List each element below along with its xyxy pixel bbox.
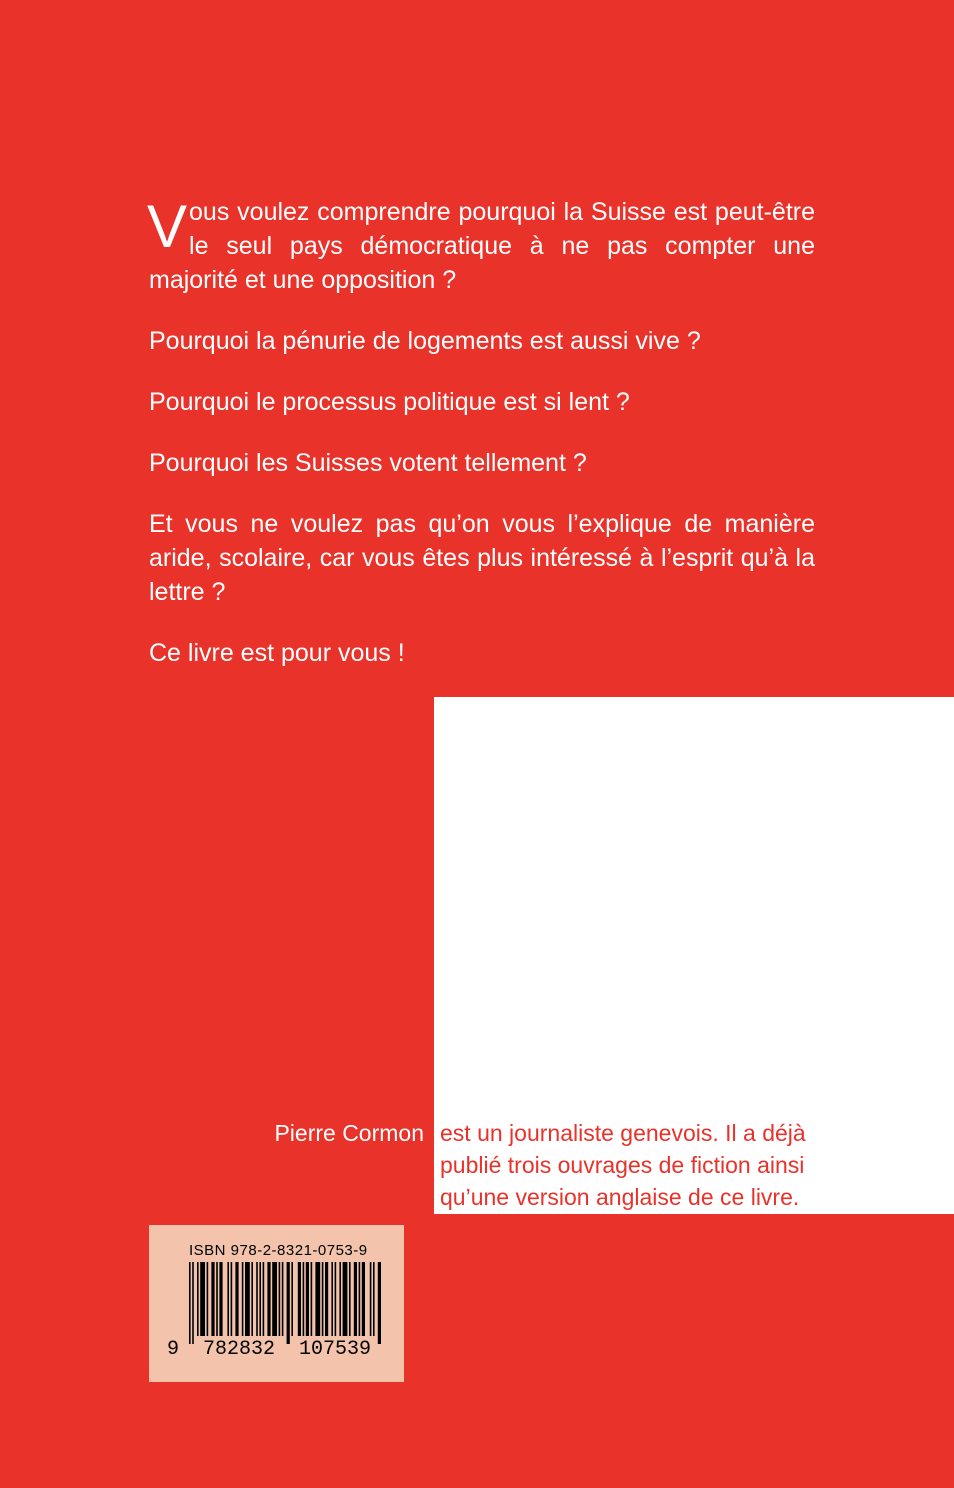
back-cover-blurb — [149, 195, 815, 697]
barcode-bar — [287, 1262, 290, 1344]
barcode-bar — [359, 1262, 361, 1336]
barcode-bar — [263, 1262, 265, 1336]
barcode-bar — [282, 1262, 284, 1336]
barcode-bar — [219, 1262, 222, 1336]
barcode-bars — [189, 1262, 385, 1344]
blurb-paragraph-1: Vous voulez comprendre pourquoi la Suisse est peut-être le seul pays démocratique à ne pas compter une majorité et une opposition ? — [147, 193, 815, 294]
isbn-barcode — [149, 1225, 404, 1382]
blurb-paragraph-4: Pourquoi les Suisses votent tellement ? — [149, 449, 587, 477]
barcode-bar — [256, 1262, 258, 1336]
barcode-bar — [325, 1262, 328, 1336]
blurb-paragraph-5: Et vous ne voulez pas qu’on vous l’explique de manière aride, scolaire, car vous êtes plus intéressé à l’esprit qu’à la lettre ? — [149, 510, 815, 606]
barcode-bar — [245, 1262, 250, 1336]
barcode-bar — [331, 1262, 333, 1336]
barcode-bar — [267, 1262, 270, 1336]
barcode-bar — [227, 1262, 229, 1336]
barcode-bar — [279, 1262, 281, 1336]
barcode-bar — [339, 1262, 341, 1336]
barcode-bar — [349, 1262, 351, 1336]
barcode-bar — [211, 1262, 214, 1336]
drop-cap: V — [147, 193, 188, 260]
barcode-digits: 9 782832 107539 — [167, 1338, 372, 1361]
barcode-bar — [235, 1262, 238, 1336]
barcode-bar — [306, 1262, 309, 1336]
author-bio: est un journaliste genevois. Il a déjà publié trois ouvrages de fiction ainsi qu’une version anglaise de ce livre. — [440, 1120, 806, 1210]
barcode-bar — [373, 1262, 375, 1336]
barcode-bar — [251, 1262, 253, 1336]
blurb-paragraph-6: Ce livre est pour vous ! — [149, 639, 405, 667]
barcode-bar — [298, 1262, 301, 1336]
barcode-bar — [378, 1262, 381, 1344]
barcode-bar — [192, 1262, 194, 1344]
barcode-bar — [335, 1262, 337, 1336]
barcode-bar — [291, 1262, 293, 1336]
barcode-bar — [370, 1262, 372, 1336]
barcode-bar — [189, 1262, 191, 1344]
barcode-bar — [354, 1262, 357, 1336]
barcode-bar — [200, 1262, 205, 1336]
barcode-bar — [242, 1262, 244, 1336]
barcode-bar — [303, 1262, 305, 1336]
blurb-paragraph-2: Pourquoi la pénurie de logements est aussi vive ? — [149, 327, 701, 355]
barcode-bar — [362, 1262, 365, 1336]
blurb-paragraph-3: Pourquoi le processus politique est si lent ? — [149, 388, 630, 416]
barcode-bar — [343, 1262, 348, 1336]
barcode-bar — [207, 1262, 209, 1336]
barcode-bar — [315, 1262, 320, 1336]
author-name: Pierre Cormon — [274, 1120, 424, 1146]
barcode-bar — [231, 1262, 233, 1336]
barcode-bar — [259, 1262, 261, 1336]
barcode-bar — [272, 1262, 277, 1336]
barcode-bar — [322, 1262, 324, 1336]
barcode-bar — [311, 1262, 313, 1336]
isbn-label: ISBN 978-2-8321-0753-9 — [189, 1242, 368, 1259]
barcode-bar — [216, 1262, 218, 1336]
barcode-bar — [197, 1262, 199, 1336]
